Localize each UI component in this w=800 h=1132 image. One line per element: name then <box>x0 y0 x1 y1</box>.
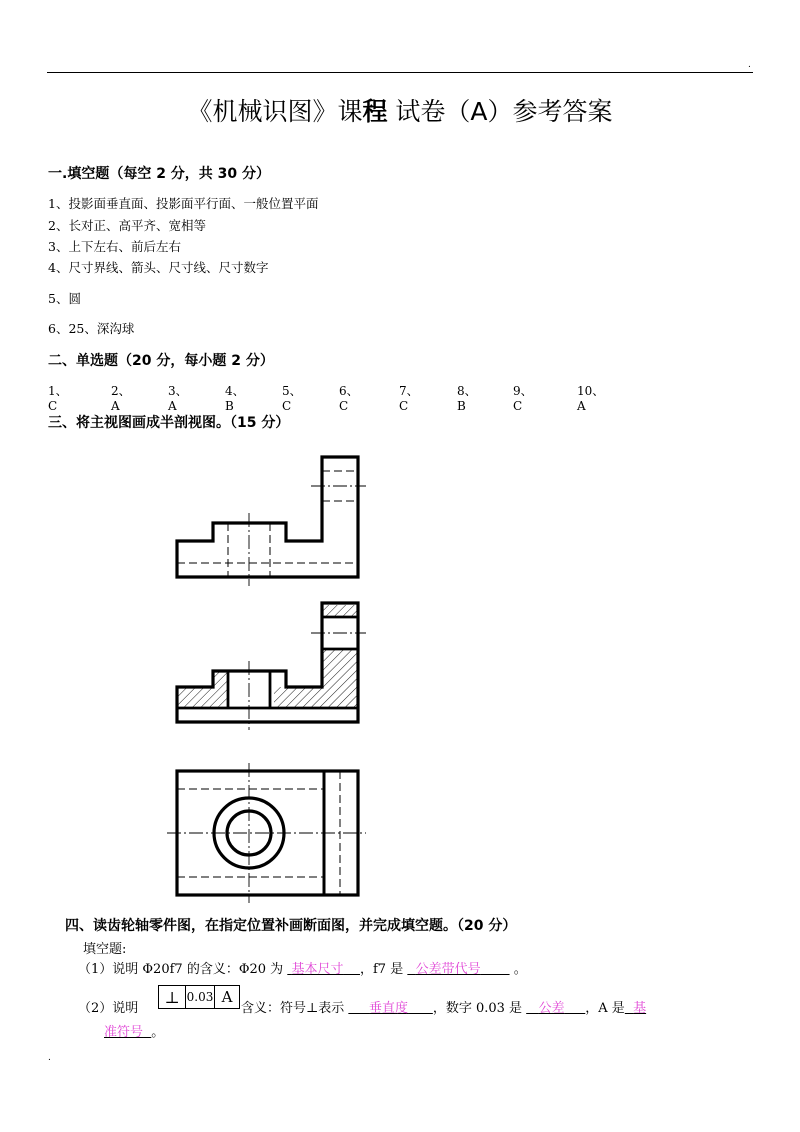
mc-answer: 8、B <box>457 384 477 413</box>
answer-basic-size: 基本尺寸 <box>291 962 344 977</box>
section3-heading: 三、将主视图画成半剖视图。（15 分） <box>48 415 290 431</box>
mc-answer: 6、C <box>339 384 359 413</box>
answer-1-6: 6、25、深沟球 <box>48 321 135 336</box>
front-view <box>177 457 366 586</box>
question-1: （1）说明 Φ20f7 的含义：Φ20 为 基本尺寸 ，f7 是 公差带代号 。 <box>78 962 527 977</box>
question-2-prefix: （2）说明 <box>78 1001 139 1016</box>
feature-control-frame <box>158 985 240 1009</box>
half-section-view <box>177 603 366 730</box>
answer-1-1: 1、投影面垂直面、投影面平行面、一般位置平面 <box>48 196 319 211</box>
mc-answer: 1、C <box>48 384 68 413</box>
mc-answer: 7、C <box>399 384 419 413</box>
mc-answer: 5、C <box>282 384 302 413</box>
answer-tolerance: 公差 <box>538 1001 565 1016</box>
page-title: 《机械识图》课程 试卷（A）参考答案 <box>187 97 613 126</box>
top-view <box>167 763 366 903</box>
answer-1-4: 4、尺寸界线、箭头、尺寸线、尺寸数字 <box>48 260 269 275</box>
corner-mark-bottom: . <box>48 1053 51 1063</box>
answer-datum-part1: 基 <box>633 1001 647 1016</box>
question-2: 含义：符号⊥表示 垂直度 ，数字 0.03 是 公差 ，A 是 基 <box>241 1001 647 1016</box>
corner-mark-top: . <box>748 60 751 70</box>
answer-tolerance-zone: 公差带代号 <box>415 962 481 977</box>
datum-letter: A <box>221 988 233 1006</box>
tolerance-value: 0.03 <box>186 986 215 1008</box>
section4-subheading: 填空题: <box>83 942 127 957</box>
mc-answer: 2、A <box>111 384 131 413</box>
perpendicularity-icon: ⊥ <box>159 986 186 1008</box>
answer-1-5: 5、圆 <box>48 291 81 306</box>
answer-1-3: 3、上下左右、前后左右 <box>48 239 181 254</box>
answer-perpendicularity: 垂直度 <box>369 1001 409 1016</box>
question-2-continued: 准符号 。 <box>104 1025 165 1040</box>
section2-heading: 二、单选题（20 分，每小题 2 分） <box>48 353 274 369</box>
mc-answer: 4、B <box>225 384 245 413</box>
answer-datum-part2: 准符号 <box>104 1025 144 1040</box>
mc-answer: 9、C <box>513 384 533 413</box>
section1-heading: 一.填空题（每空 2 分，共 30 分） <box>48 166 271 182</box>
answer-1-2: 2、长对正、高平齐、宽相等 <box>48 218 206 233</box>
section4-heading: 四、读齿轮轴零件图，在指定位置补画断面图，并完成填空题。（20 分） <box>65 918 517 934</box>
mc-answer: 10、A <box>577 384 605 413</box>
mc-answer: 3、A <box>168 384 188 413</box>
